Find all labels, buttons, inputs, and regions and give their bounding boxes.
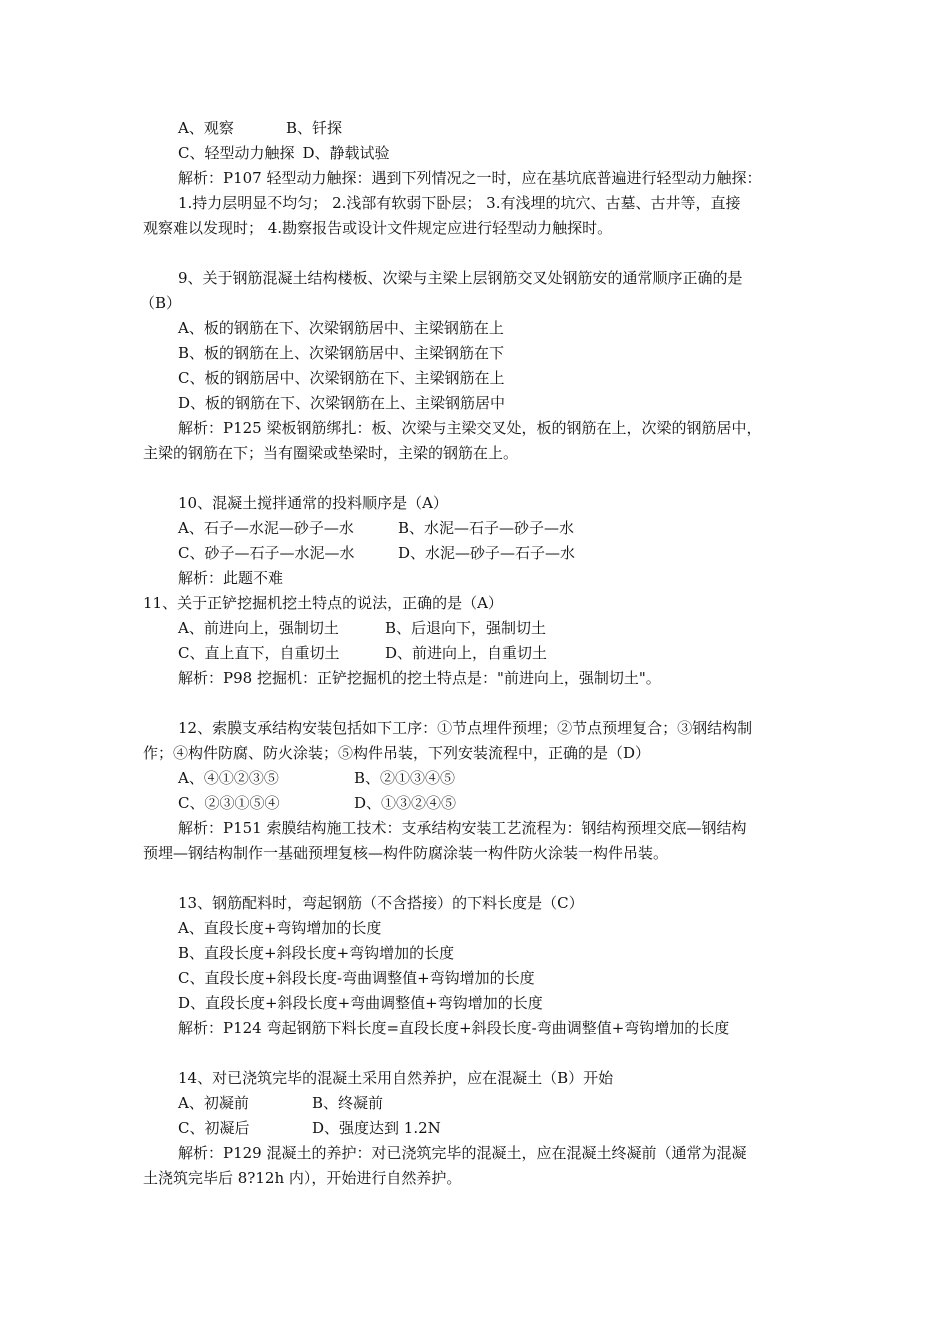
q10-option-b: B、水泥—石子—砂子—水 [398, 519, 575, 537]
q11-analysis: 解析：P98 挖掘机：正铲挖掘机的挖土特点是："前进向上，强制切土"。 [178, 669, 661, 687]
q8-analysis-line-1: 解析：P107 轻型动力触探：遇到下列情况之一时，应在基坑底普遍进行轻型动力触探： [178, 169, 762, 187]
q8-analysis-line-2: 1.持力层明显不均匀； 2.浅部有软弱下卧层； 3.有浅埋的坑穴、古墓、古井等，直接 [178, 194, 741, 212]
q11-option-c: C、直上直下，自重切土 [178, 644, 340, 662]
q12-options-cd [178, 793, 456, 813]
q13-option-a: A、直段长度+弯钩增加的长度 [178, 919, 382, 937]
q9-option-b: B、板的钢筋在上、次梁钢筋居中、主梁钢筋在下 [178, 344, 505, 362]
q8-options-cd [178, 143, 390, 163]
q9-option-a: A、板的钢筋在下、次梁钢筋居中、主梁钢筋在上 [178, 319, 504, 337]
q14-option-c: C、初凝后 [178, 1119, 250, 1137]
q14-option-a: A、初凝前 [178, 1094, 249, 1112]
q13-stem: 13、钢筋配料时，弯起钢筋（不含搭接）的下料长度是（C） [178, 894, 584, 912]
q13-option-c: C、直段长度+斜段长度-弯曲调整值+弯钩增加的长度 [178, 969, 535, 987]
q12-option-b: B、②①③④⑤ [354, 769, 456, 787]
q10-option-c: C、砂子—石子—水泥—水 [178, 544, 355, 562]
q9-option-d: D、板的钢筋在下、次梁钢筋在上、主梁钢筋居中 [178, 394, 506, 412]
q12-stem-line-2: 作；④构件防腐、防火涂装；⑤构件吊装，下列安装流程中，正确的是（D） [143, 744, 651, 762]
q10-option-d: D、水泥—砂子—石子—水 [398, 544, 576, 562]
q11-stem: 11、关于正铲挖掘机挖土特点的说法，正确的是（A） [143, 594, 503, 612]
q12-option-d: D、①③②④⑤ [354, 794, 457, 812]
q8-options-ab [178, 118, 342, 138]
q13-option-b: B、直段长度+斜段长度+弯钩增加的长度 [178, 944, 455, 962]
q12-option-c: C、②③①⑤④ [178, 794, 280, 812]
q8-option-d: D、静载试验 [302, 144, 390, 162]
q12-analysis-line-1: 解析：P151 索膜结构施工技术：支承结构安装工艺流程为：钢结构预埋交底—钢结构 [178, 819, 747, 837]
q13-analysis: 解析：P124 弯起钢筋下料长度=直段长度+斜段长度-弯曲调整值+弯钩增加的长度 [178, 1019, 730, 1037]
q10-stem: 10、混凝土搅拌通常的投料顺序是（A） [178, 494, 448, 512]
q10-options-cd [178, 543, 575, 563]
q11-options-ab [178, 618, 546, 638]
q14-analysis-line-2: 土浇筑完毕后 8?12h 内），开始进行自然养护。 [143, 1169, 462, 1187]
q9-option-c: C、板的钢筋居中、次梁钢筋在下、主梁钢筋在上 [178, 369, 505, 387]
q12-option-a: A、④①②③⑤ [178, 769, 279, 787]
q11-option-d: D、前进向上，自重切土 [385, 644, 548, 662]
q14-option-d: D、强度达到 1.2N [312, 1119, 441, 1137]
q11-option-a: A、前进向上，强制切土 [178, 619, 339, 637]
q10-option-a: A、石子—水泥—砂子—水 [178, 519, 354, 537]
q14-analysis-line-1: 解析：P129 混凝土的养护：对已浇筑完毕的混凝土，应在混凝土终凝前（通常为混凝 [178, 1144, 747, 1162]
q9-analysis-line-2: 主梁的钢筋在下；当有圈梁或垫梁时，主梁的钢筋在上。 [143, 444, 519, 462]
q12-analysis-line-2: 预埋—钢结构制作一基础预埋复核—构件防腐涂装一构件防火涂装一构件吊装。 [143, 844, 669, 862]
q9-analysis-line-1: 解析：P125 梁板钢筋绑扎：板、次梁与主梁交叉处，板的钢筋在上，次梁的钢筋居中， [178, 419, 762, 437]
q12-stem-line-1: 12、索膜支承结构安装包括如下工序：①节点埋件预埋；②节点预埋复合；③钢结构制 [178, 719, 753, 737]
q14-stem: 14、对已浇筑完毕的混凝土采用自然养护，应在混凝土（B）开始 [178, 1069, 614, 1087]
q12-options-ab [178, 768, 455, 788]
q8-option-c: C、轻型动力触探 [178, 144, 295, 162]
q8-analysis-line-3: 观察难以发现时； 4.勘察报告或设计文件规定应进行轻型动力触探时。 [143, 219, 613, 237]
q11-options-cd [178, 643, 547, 663]
q9-stem-line-1: 9、关于钢筋混凝土结构楼板、次梁与主梁上层钢筋交叉处钢筋安的通常顺序正确的是 [178, 269, 743, 287]
q14-options-cd [178, 1118, 441, 1138]
q10-options-ab [178, 518, 574, 538]
q10-analysis: 解析：此题不难 [178, 569, 284, 587]
q14-option-b: B、终凝前 [312, 1094, 384, 1112]
q13-option-d: D、直段长度+斜段长度+弯曲调整值+弯钩增加的长度 [178, 994, 543, 1012]
q11-option-b: B、后退向下，强制切土 [385, 619, 547, 637]
q8-option-b: B、钎探 [286, 119, 343, 137]
q9-stem-line-2: （B） [140, 294, 182, 312]
q14-options-ab [178, 1093, 383, 1113]
q8-option-a: A、观察 [178, 119, 234, 137]
